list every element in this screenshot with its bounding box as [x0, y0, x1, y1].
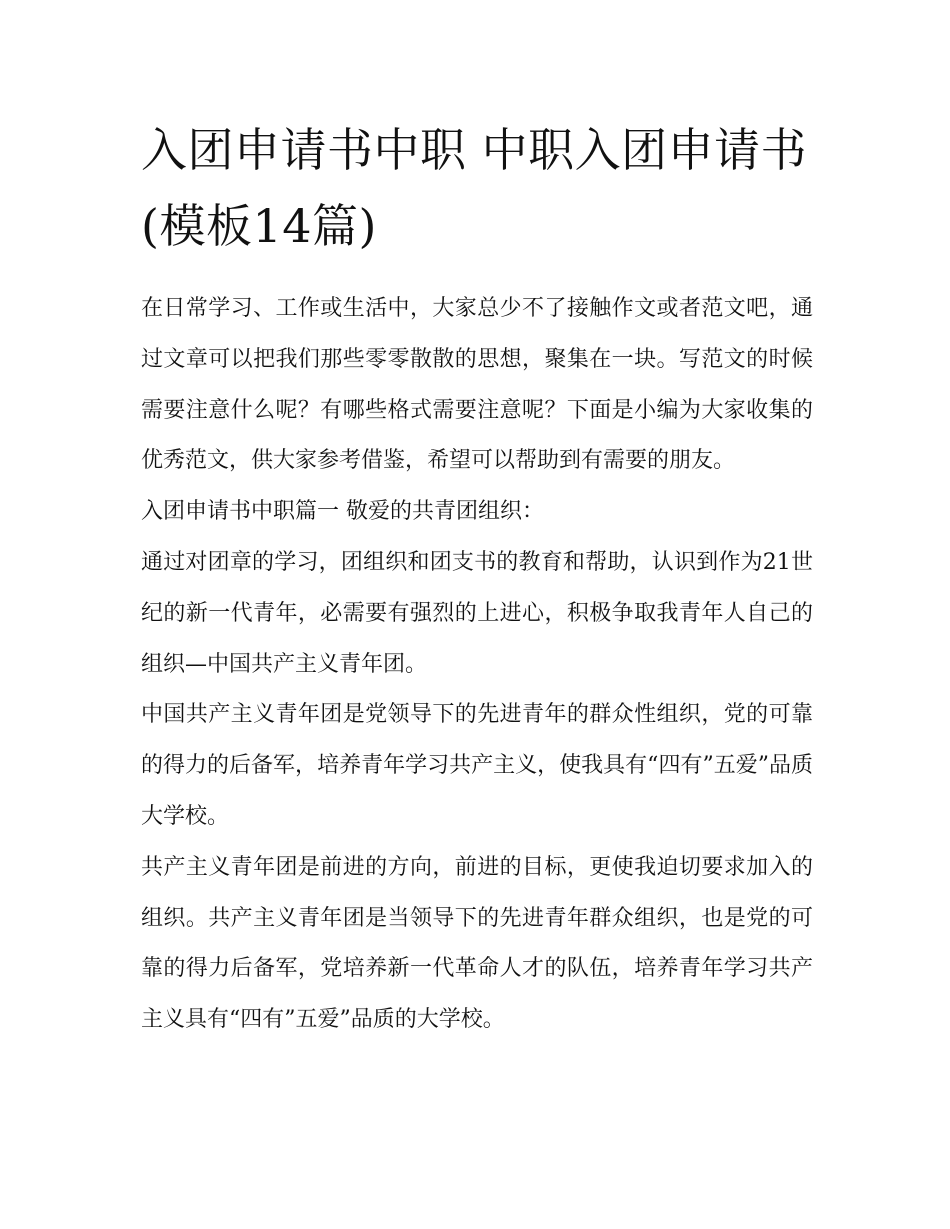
document-page [141, 112, 813, 1046]
document-title: 入团申请书中职 中职入团申请书(模板14篇) [141, 123, 808, 253]
body-paragraph: 通过对团章的学习，团组织和团支书的教育和帮助，认识到作为21世纪的新一代青年，必需要有强烈的上进心，积极争取我青年人自己的组织—中国共产主义青年团。 [141, 549, 813, 677]
section-heading-salutation: 入团申请书中职篇一 敬爱的共青团组织： [141, 499, 544, 525]
body-paragraph: 共产主义青年团是前进的方向，前进的目标，更使我迫切要求加入的组织。共产主义青年团是当领导下的先进青年群众组织，也是党的可靠的得力后备军，党培养新一代革命人才的队伍，培养青年学习共产主义具有“四有”五爱”品质的大学校。 [141, 854, 813, 1033]
body-paragraph: 中国共产主义青年团是党领导下的先进青年的群众性组织，党的可靠的得力的后备军，培养青年学习共产主义，使我具有“四有”五爱”品质大学校。 [141, 702, 813, 829]
intro-paragraph: 在日常学习、工作或生活中，大家总少不了接触作文或者范文吧，通过文章可以把我们那些零零散散的思想，聚集在一块。写范文的时候需要注意什么呢？有哪些格式需要注意呢？下面是小编为大家收集的优秀范文，供大家参考借鉴，希望可以帮助到有需要的朋友。 [141, 296, 813, 474]
